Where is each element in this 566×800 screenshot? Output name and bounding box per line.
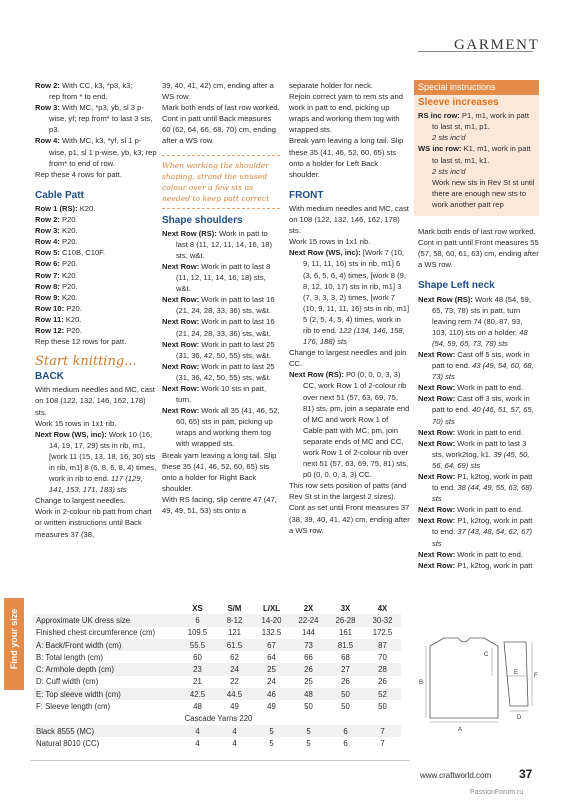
measurement-value: 48 xyxy=(193,702,202,712)
paragraph: With medium needles and MC, cast on 108 (122, 132, 146, 162, 178) sts. xyxy=(289,203,409,236)
page-number: 37 xyxy=(519,767,533,781)
measurement-label: Finished chest circumference (cm) xyxy=(36,628,156,638)
footer-url[interactable]: www.craftworld.com xyxy=(420,771,492,780)
pattern-row: Row 6: P20. xyxy=(35,259,78,269)
paragraph: Mark both ends of last row worked. xyxy=(162,103,280,113)
body-outline xyxy=(430,638,498,718)
measurement-value: 24 xyxy=(267,677,276,687)
yarn-quantity: 4 xyxy=(179,725,216,737)
pattern-row: Next Row: Cast off 5 sts, work in patt to end. 43 (49, 54, 60, 68, 73) sts xyxy=(418,349,534,382)
column-2 xyxy=(162,80,280,516)
paragraph: Cont in patt until Back measures 60 (62, 64, 66, 68, 70) cm, ending after a WS row. xyxy=(162,114,276,146)
paragraph: Rep these 12 rows for patt. xyxy=(35,337,127,347)
pattern-row: Next Row: Cast off 3 sts, work in patt to end. 40 (46, 51, 57, 65, 70) sts xyxy=(418,394,534,426)
measurement-value: 27 xyxy=(327,663,364,675)
pattern-row: Next Row (RS): Work in patt to last 8 (11, 12, 11, 14, 16, 18) sts, w&t. xyxy=(162,228,272,260)
stitch-count: 2 sts inc'd xyxy=(432,166,466,176)
pattern-row: Next Row: P1, k2tog, work in patt to end. 37 (43, 48, 54, 62, 67) sts xyxy=(418,516,533,548)
pattern-row: Next Row: Work in patt to end. xyxy=(418,549,523,559)
yarn-quantity: 7 xyxy=(380,738,385,748)
pattern-row: Row 2: P20. xyxy=(35,215,78,225)
pattern-row: Next Row: Work in patt to last 16 (21, 24, 28, 33, 36) sts, w&t. xyxy=(162,295,275,316)
diagram-label-a: A xyxy=(458,727,463,733)
section-title: FRONT xyxy=(289,189,324,201)
pattern-row: RS inc row: P1, m1, work in patt to last st, m1, p1. xyxy=(418,111,529,132)
pattern-row: Next Row: Work in patt to last 3 sts, work2tog, k1. 39 (45, 50, 56, 64, 69) sts xyxy=(418,438,530,470)
pattern-row: Next Row: Work in patt to end. xyxy=(418,383,523,393)
paragraph: Break yarn leaving a long tail. Slip these 35 (41, 46, 52, 60, 65) sts onto a holder for Right Back shoulder. xyxy=(162,450,277,493)
pattern-row: Row 8: P20. xyxy=(35,281,78,291)
yarn-row xyxy=(33,725,401,737)
diagram-label-e: E xyxy=(514,670,519,676)
measurement-value: 55.5 xyxy=(179,639,216,651)
pattern-row: Next Row (WS, inc): [Work 7 (10, 9, 11, 11, 16) sts in rib, m1] 6 (3, 6, 5, 6, 4) times, [work 8 (9, 8, 12, 10, 17) sts in rib, m1] 3 (7, 3, 3, 3, 2) times, [work 7 (10, 9, 11, 11, 16) sts in rib, m1] 5 (2, 5, 4, 5, 4) times, work in rib to end. 122 (134, 146, 158, 176, 188) sts xyxy=(289,248,410,347)
size-row xyxy=(33,639,401,651)
pattern-row: Next Row: Work all 35 (41, 46, 52, 60, 65) sts in patt, picking up wraps and working them tog with wrapped sts. xyxy=(162,406,280,449)
measurement-value: 22-24 xyxy=(290,614,327,626)
measurement-label: Approximate UK dress size xyxy=(33,614,179,626)
measurement-value: 62 xyxy=(230,652,239,662)
pattern-row: Next Row: P1, k2tog, work in patt xyxy=(418,560,533,570)
measurement-value: 30-32 xyxy=(364,614,401,626)
size-header: L/XL xyxy=(263,603,280,613)
measurement-value: 161 xyxy=(338,628,352,638)
yarn-quantity: 5 xyxy=(290,725,327,737)
yarn-label: Natural 8010 (CC) xyxy=(36,738,100,748)
measurement-label: E: Top sleeve width (cm) xyxy=(33,688,179,700)
diagram-label-d: D xyxy=(517,715,522,721)
paragraph: Cont in patt until Front measures 55 (57, 58, 60, 61, 63) cm, ending after a WS row. xyxy=(418,238,539,270)
yarn-heading: Cascade Yarns 220 xyxy=(184,714,253,724)
pattern-row: Next Row: Work in patt to last 25 (31, 36, 42, 50, 55) sts, w&t. xyxy=(162,361,275,382)
yarn-quantity: 6 xyxy=(327,725,364,737)
measurement-value: 28 xyxy=(364,663,401,675)
measurement-value: 49 xyxy=(267,702,276,712)
paragraph: Work 15 rows in 1x1 rib. xyxy=(289,237,371,247)
paragraph: Work in 2-colour rib patt from chart or written instructions until Back measures 37 (38, xyxy=(35,507,152,539)
special-instructions-title: Special instructions xyxy=(414,80,539,95)
pattern-row: Next Row: P1, k2tog, work in patt to end. 38 (44, 49, 55, 63, 68) sts xyxy=(418,472,533,504)
pattern-row: Next Row: Work in patt to end. xyxy=(418,505,523,515)
measurement-value: 70 xyxy=(378,652,387,662)
measurement-value: 23 xyxy=(179,663,216,675)
pattern-row: Next Row (RS): Work 48 (54, 59, 65, 73, 78) sts in patt, turn leaving rem 74 (80, 87, 93, 103, 110) sts on a holder. 48 (54, 59, 65, 73, 78) sts xyxy=(418,294,531,348)
size-row xyxy=(33,627,401,639)
sleeve-increases-heading: Sleeve increases xyxy=(418,97,499,109)
special-instructions-box xyxy=(414,80,539,216)
measurement-value: 68 xyxy=(341,652,350,662)
pattern-row: Next Row: Work in patt to end. xyxy=(418,427,523,437)
section-title: Shape shoulders xyxy=(162,214,243,226)
paragraph: Rep these 4 rows for patt. xyxy=(35,169,122,179)
measurement-value: 42.5 xyxy=(179,688,216,700)
yarn-quantity: 5 xyxy=(306,738,311,748)
paragraph: Break yarn leaving a long tail. Slip these 35 (41, 46, 52, 60, 65) sts onto a holder for Left Back shoulder. xyxy=(289,136,404,179)
paragraph: separate holder for neck. xyxy=(289,81,374,90)
measurement-value: 49 xyxy=(230,702,239,712)
measurement-value: 109.5 xyxy=(187,628,208,638)
pattern-row: Next Row (WS, inc): Work 10 (16, 14, 19, 17, 29) sts in rib, m1, [work 11 (15, 13, 18, 16, 30) sts in rib, m1] 8 (6, 8, 6, 8, 4) times, work in rib to end. 117 (129, 141, 153, 171, 183) sts xyxy=(35,429,157,495)
divider xyxy=(30,760,410,761)
garment-diagram xyxy=(418,632,538,737)
pattern-row: Row 5: C10B, C10F. xyxy=(35,248,106,258)
pattern-row: Row 2: With CC, k3, *p3, k3; xyxy=(35,81,133,90)
pattern-row: Next Row: Work in patt to last 16 (21, 24, 28, 33, 36) sts, w&t. xyxy=(162,317,275,338)
measurement-value: 66 xyxy=(304,652,313,662)
yarn-quantity: 4 xyxy=(232,738,237,748)
measurement-value: 50 xyxy=(327,688,364,700)
special-note: Work new sts in Rev St st until there are enough new sts to work another patt rep xyxy=(432,177,535,209)
size-header: S/M xyxy=(227,603,242,613)
measurement-value: 48 xyxy=(290,688,327,700)
diagram-label-f: F xyxy=(534,673,538,679)
pattern-row: Row 12: P20. xyxy=(35,325,82,335)
paragraph: Work 15 rows in 1x1 rib. xyxy=(35,418,117,428)
measurement-value: 121 xyxy=(227,628,241,638)
section-title: BACK xyxy=(35,371,64,383)
pattern-row: Row 11: K20. xyxy=(35,314,82,324)
yarn-quantity: 5 xyxy=(269,738,274,748)
pattern-row: Row 7: K20. xyxy=(35,270,78,280)
measurement-value: 25 xyxy=(304,677,313,687)
pattern-row: Next Row: Work in patt to last 8 (11, 12, 11, 14, 16, 18) sts, w&t. xyxy=(162,261,271,294)
measurement-value: 64 xyxy=(267,652,276,662)
diagram-label-c: C xyxy=(484,652,489,658)
pattern-row: Row 3: With MC, *p3, yb, sl 3 p-wise, yf; rep from* to last 3 sts, p3. xyxy=(35,103,153,135)
pattern-row: Row 9: K20. xyxy=(35,292,78,302)
paragraph: This row sets position of patts (and Rev St st in the largest 2 sizes). xyxy=(289,481,407,502)
column-3 xyxy=(289,80,410,536)
paragraph: Change to largest needles. xyxy=(35,496,126,506)
size-header: 4X xyxy=(377,603,388,613)
yarn-quantity: 7 xyxy=(364,725,401,737)
find-your-size-tab: Find your size xyxy=(4,598,24,690)
section-title: Shape Left neck xyxy=(418,280,495,292)
size-row xyxy=(33,614,401,626)
paragraph: Mark both ends of last row worked. xyxy=(418,227,536,237)
measurement-value: 6 xyxy=(179,614,216,626)
measurement-value: 46 xyxy=(253,688,290,700)
stitch-count: 2 sts inc'd xyxy=(432,133,466,143)
measurement-value: 50 xyxy=(341,702,350,712)
pattern-row: Next Row: Work in patt to last 25 (31, 36, 42, 50, 55) sts, w&t. xyxy=(162,339,275,360)
measurement-value: 67 xyxy=(253,639,290,651)
size-row xyxy=(33,651,401,663)
pattern-row: WS inc row: K1, m1, work in patt to last st, m1, k1. xyxy=(418,144,531,165)
pattern-row: Next Row (RS): P0 (0, 0, 0, 3, 3) CC, work Row 1 of 2-colour rib over next 51 (57, 63, 69, 75, 81) sts, pm, join a separate end of MC and work Row 1 of Cable patt with MC, pm, join separate ends of MC and CC, work Row 1 of 2-colour rib over next 51 (57, 63, 69, 75, 81) sts, p0 (0, 0, 0, 3, 3) CC. xyxy=(289,370,410,480)
measurement-value: 26 xyxy=(341,677,350,687)
size-header: XS xyxy=(192,603,203,613)
measurement-value: 50 xyxy=(378,702,387,712)
yarn-quantity: 5 xyxy=(253,725,290,737)
yarn-label: Black 8555 (MC) xyxy=(33,725,179,737)
measurement-value: 44.5 xyxy=(216,688,253,700)
paragraph: Change to largest needles and join CC. xyxy=(289,348,407,369)
size-header-row xyxy=(33,602,401,614)
start-knitting-heading: Start knitting... xyxy=(35,354,137,370)
column-4 xyxy=(418,80,539,571)
diagram-label-b: B xyxy=(419,680,424,686)
measurement-value: 24 xyxy=(216,663,253,675)
measurement-value: 14-20 xyxy=(253,614,290,626)
paragraph: With medium needles and MC, cast on 108 (122, 132, 146, 162, 178) sts. xyxy=(35,385,155,417)
watermark: PassionForum.ru xyxy=(470,789,524,796)
measurement-label: B: Total length (cm) xyxy=(36,652,104,662)
measurement-value: 25 xyxy=(253,663,290,675)
measurement-value: 50 xyxy=(304,702,313,712)
paragraph: With RS facing, slip centre 47 (47, 49, 49, 51, 53) sts onto a xyxy=(162,494,277,515)
measurement-value: 26 xyxy=(290,663,327,675)
column-1 xyxy=(35,80,157,540)
yarn-quantity: 6 xyxy=(343,738,348,748)
size-header: 3X xyxy=(340,603,351,613)
paragraph: Cont as set until Front measures 37 (38, 39, 40, 41, 42) cm, ending after a WS row. xyxy=(289,503,410,535)
measurement-value: 60 xyxy=(193,652,202,662)
section-header: GARMENT xyxy=(454,37,540,53)
yarn-quantity: 4 xyxy=(195,738,200,748)
size-row xyxy=(33,700,401,712)
measurement-label: C: Armhole depth (cm) xyxy=(33,663,179,675)
paragraph: 39, 40, 41, 42) cm, ending after a WS row. xyxy=(162,81,274,102)
measurement-label: D: Cuff width (cm) xyxy=(36,677,99,687)
pattern-row: Row 1 (RS): K20. xyxy=(35,203,96,213)
pattern-row: Next Row: Work 10 sts in patt, turn. xyxy=(162,383,267,405)
measurement-label: A: Back/Front width (cm) xyxy=(33,639,179,651)
pattern-row: Row 4: With MC, k3, *yf, sl 1 p-wise, p1, sl 1 p-wise, yb, k3; rep from* to end of row. xyxy=(35,136,157,168)
pattern-row: Row 4: P20. xyxy=(35,237,78,247)
pattern-row-cont: rep from * to end. xyxy=(49,92,108,102)
measurement-value: 26 xyxy=(378,677,387,687)
size-row xyxy=(33,676,401,688)
measurement-value: 61.5 xyxy=(216,639,253,651)
measurement-value: 26-28 xyxy=(327,614,364,626)
size-header: 2X xyxy=(303,603,314,613)
paragraph: Rejoin correct yarn to rem sts and work in patt to end, picking up wraps and working them tog with wrapped sts. xyxy=(289,92,403,135)
measurement-value: 132.5 xyxy=(261,628,282,638)
measurement-value: 144 xyxy=(301,628,315,638)
tip-box: When working the shoulder shaping, strand the unused colour over a few sts as needed to keep patt correct xyxy=(162,155,280,209)
yarn-quantity: 4 xyxy=(216,725,253,737)
yarn-row xyxy=(33,737,401,749)
measurement-value: 172.5 xyxy=(372,628,393,638)
measurement-value: 22 xyxy=(230,677,239,687)
measurement-value: 52 xyxy=(364,688,401,700)
measurement-value: 8-12 xyxy=(216,614,253,626)
measurement-value: 21 xyxy=(193,677,202,687)
size-row xyxy=(33,688,401,700)
size-table xyxy=(33,602,401,750)
yarn-heading-row xyxy=(33,713,401,725)
measurement-label: F: Sleeve length (cm) xyxy=(36,702,111,712)
measurement-value: 87 xyxy=(364,639,401,651)
pattern-row: Row 10: P20. xyxy=(35,303,82,313)
measurement-value: 81.5 xyxy=(327,639,364,651)
measurement-value: 73 xyxy=(290,639,327,651)
section-title: Cable Patt xyxy=(35,189,84,201)
size-row xyxy=(33,663,401,675)
pattern-row: Row 3: K20. xyxy=(35,226,78,236)
